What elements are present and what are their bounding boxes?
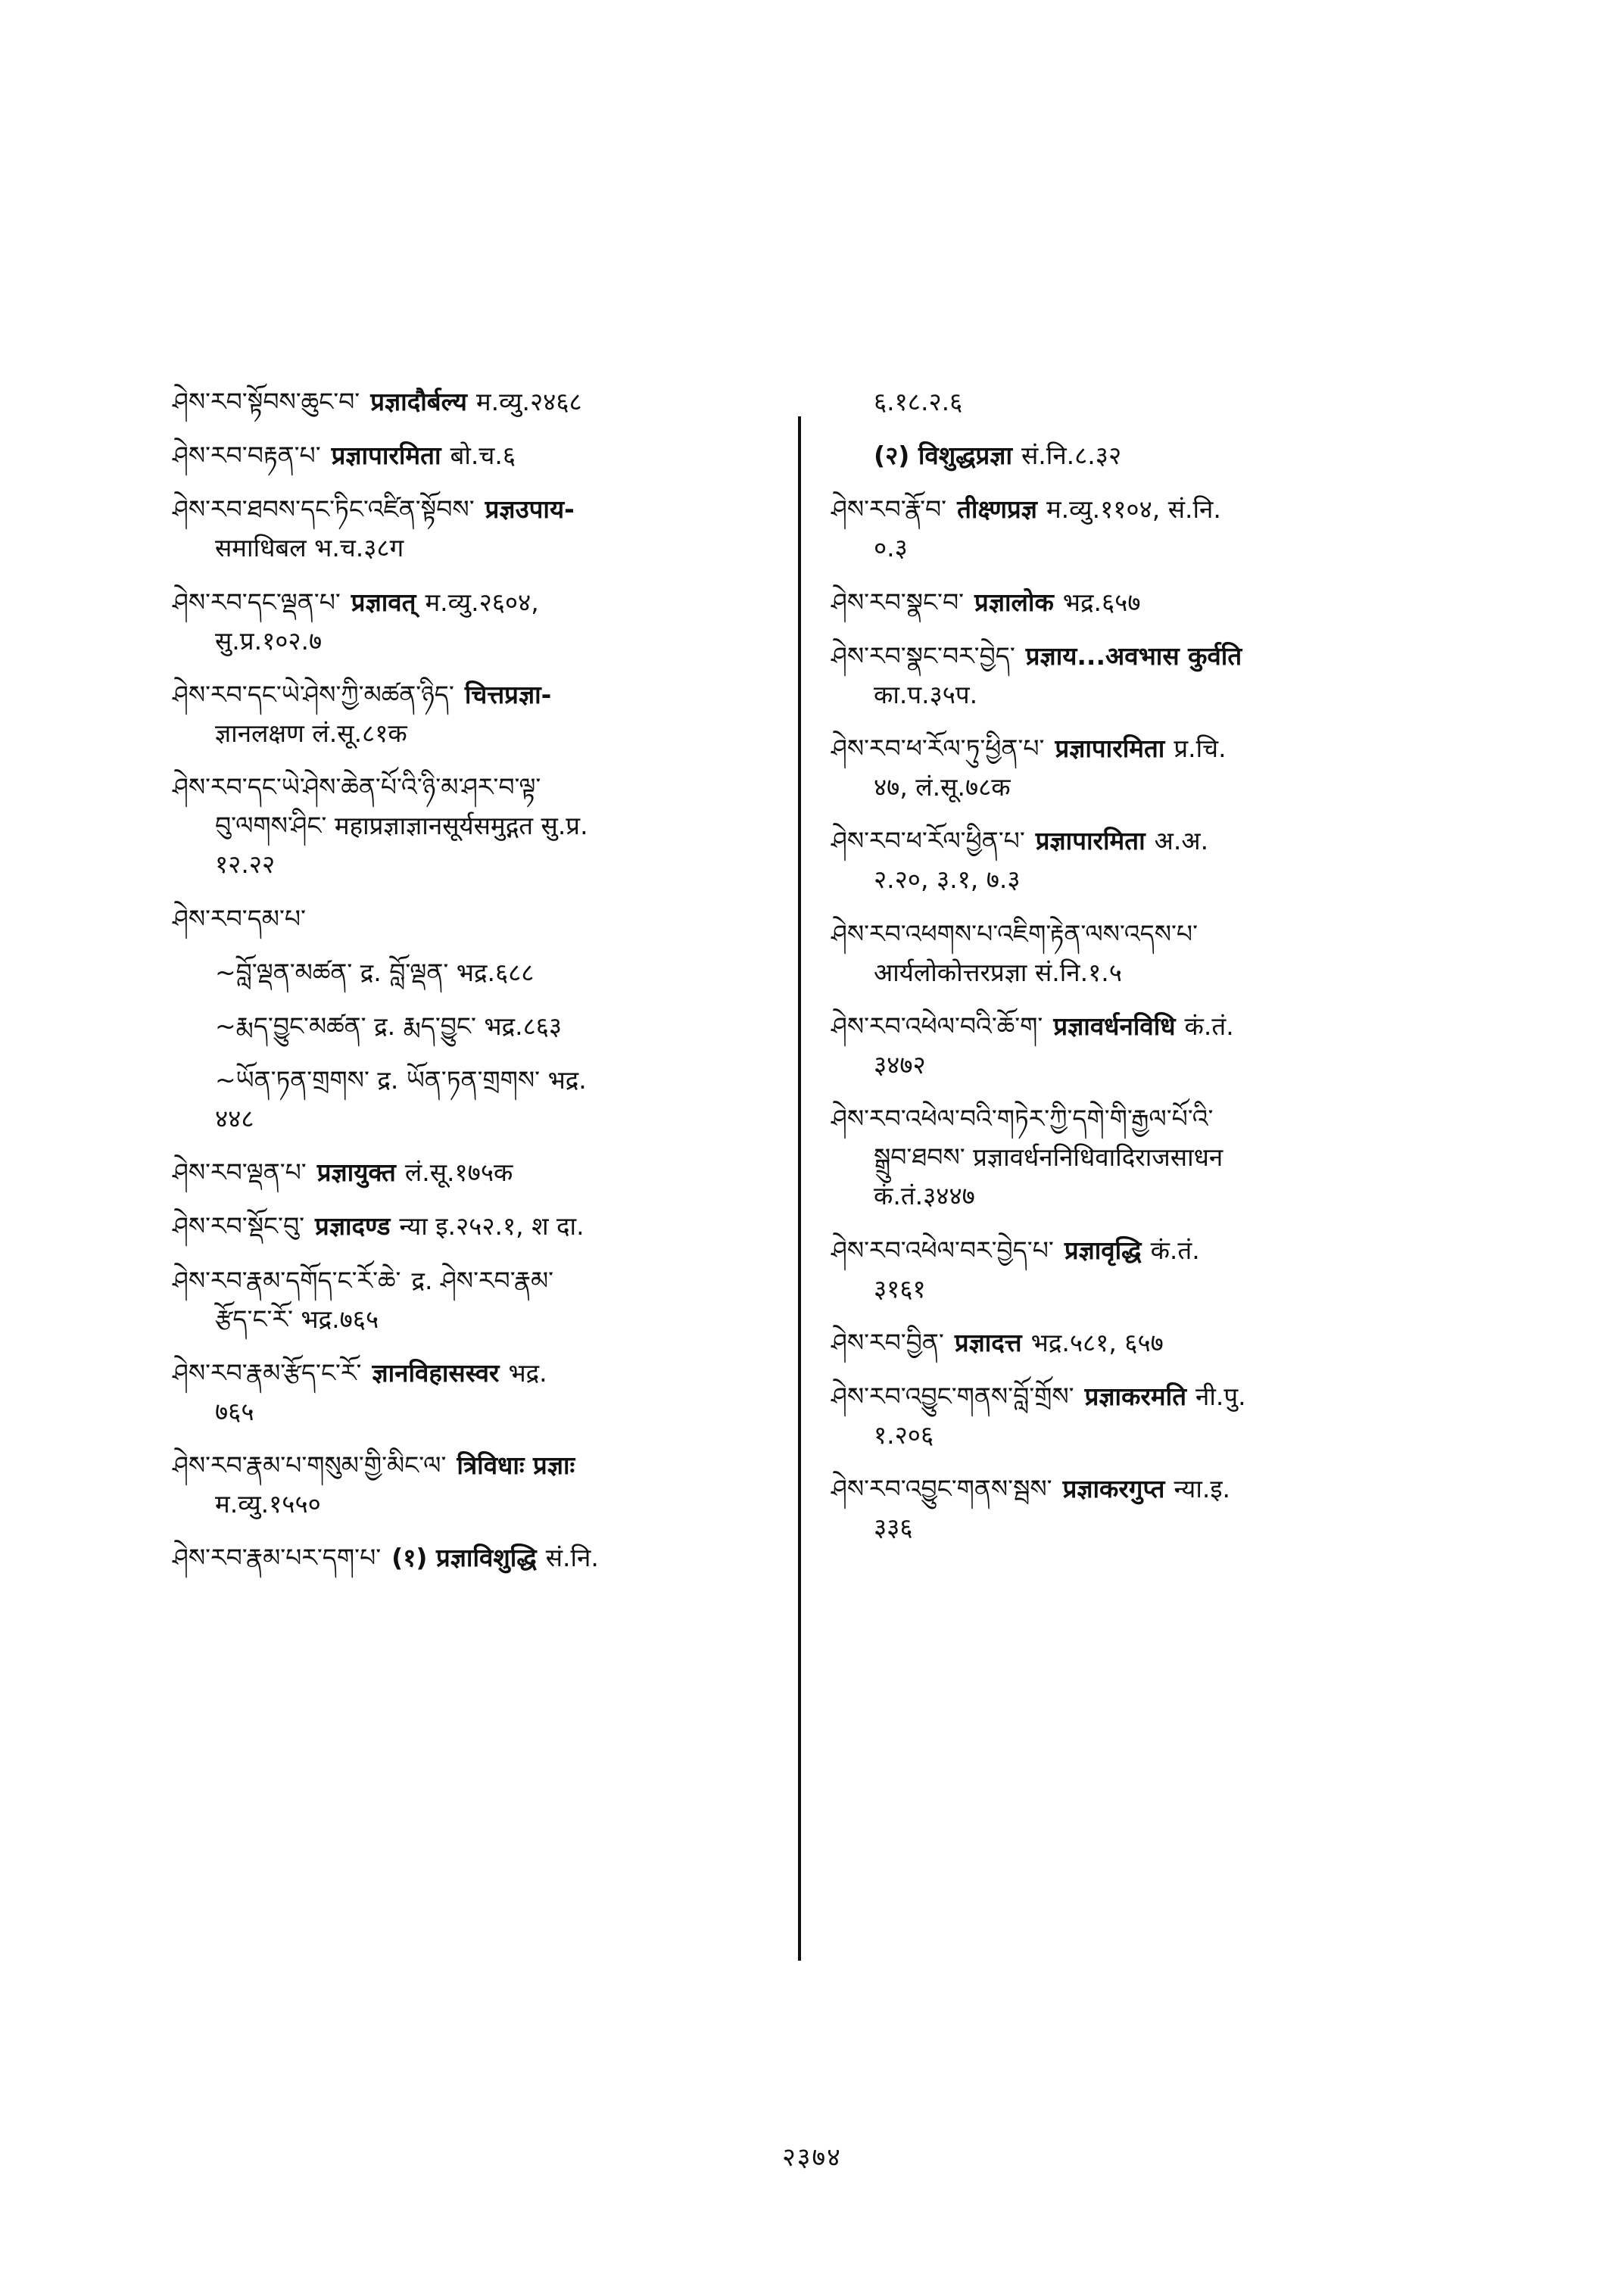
dictionary-entry xyxy=(831,1231,1452,1308)
entry-headline xyxy=(831,1231,1452,1270)
sanskrit-equivalent: प्रज्ञापारमिता xyxy=(1055,733,1165,763)
dictionary-entry xyxy=(831,821,1452,899)
tibetan-headword: ཤེས་རབ་ཕ་རོལ་ཕྱིན་པ་ xyxy=(831,826,1025,856)
entry-headline xyxy=(831,1469,1452,1508)
dictionary-entry xyxy=(173,382,793,421)
sanskrit-equivalent: ज्ञानविहासस्वर xyxy=(372,1357,500,1388)
tibetan-headword: ཤེས་རབ་ལྡན་པ་ xyxy=(173,1157,307,1188)
entry-subline: ~བློ་ལྡན་མཚན་ द्र. བློ་ལྡན་ भद्र.६८८ xyxy=(215,957,535,987)
tibetan-headword: ཤེས་རབ་དམ་པ་ xyxy=(173,903,306,933)
entry-headline xyxy=(831,490,1452,528)
tibetan-headword: ཤེས་རབ་འཕགས་པ་འཇིག་རྟེན་ལས་འདས་པ་ xyxy=(831,918,1199,949)
dictionary-entry xyxy=(831,914,1452,992)
dictionary-entry xyxy=(173,583,793,660)
dictionary-entry xyxy=(831,1469,1452,1547)
tibetan-headword: ཤེས་རབ་རྣམ་པ་གསུམ་གྱི་མིང་ལ་ xyxy=(173,1450,447,1481)
entry-headline xyxy=(173,1354,793,1392)
source-reference: बो.च.६ xyxy=(450,441,516,471)
entry-continuation: ज्ञानलक्षण लं.सू.८१क xyxy=(215,718,407,748)
dictionary-entry xyxy=(173,768,793,883)
tibetan-headword: ཤེས་རབ་དང་ཡེ་ཤེས་ཆེན་པོ་འི་ཉི་མ་ཤར་བ་ལྟ་ xyxy=(173,772,541,802)
tibetan-headword: ཤེས་རབ་རྣམ་པར་དག་པ་ xyxy=(173,1543,382,1573)
sanskrit-equivalent: प्रज्ञादत्त xyxy=(954,1327,1022,1357)
source-reference: भद्र. xyxy=(508,1357,547,1388)
sanskrit-equivalent: प्रज्ञापारमिता xyxy=(1035,826,1146,856)
sanskrit-equivalent: प्रज्ञायुक्त xyxy=(316,1157,396,1188)
entry-continuation: सु.प्र.१०२.७ xyxy=(215,625,323,656)
entry-headline xyxy=(173,490,793,528)
entry-continuation: १.२०६ xyxy=(874,1420,934,1450)
entry-headline xyxy=(173,436,793,475)
source-reference: सं.नि. xyxy=(545,1543,599,1573)
source-reference: म.व्यु.२६०४, xyxy=(425,587,539,617)
sanskrit-equivalent: प्रज्ञावत् xyxy=(351,587,416,617)
page-number: २३७४ xyxy=(782,2142,842,2173)
entry-headline xyxy=(831,1007,1452,1045)
entry-headline xyxy=(831,583,1452,622)
sanskrit-equivalent: प्रज्ञउपाय- xyxy=(485,494,575,525)
entry-headline xyxy=(831,914,1452,953)
sanskrit-equivalent: प्रज्ञालोक xyxy=(974,587,1054,617)
entry-continuation: समाधिबल भ.च.३८ग xyxy=(215,533,404,563)
entry-headline xyxy=(173,382,793,421)
entry-headline xyxy=(831,436,1452,475)
entry-headline xyxy=(173,1207,793,1245)
dictionary-entry xyxy=(173,1153,793,1192)
entry-continuation: २.२०, ३.१, ७.३ xyxy=(874,865,1021,895)
tibetan-headword: ཤེས་རབ་དང་ལྡན་པ་ xyxy=(173,587,341,617)
entry-continuation: སྒྲུབ་ཐབས་ प्रज्ञावर्धननिधिवादिराजसाधन xyxy=(874,1142,1223,1173)
tibetan-headword: ཤེས་རབ་བྱིན་ xyxy=(831,1327,944,1357)
source-reference: सं.नि.८.३२ xyxy=(1021,441,1122,471)
sanskrit-equivalent: प्रज्ञादौर्बल्य xyxy=(370,387,467,416)
tibetan-headword: ཤེས་རབ་བརྟན་པ་ xyxy=(173,441,321,471)
tibetan-headword: ཤེས་རབ་ཕ་རོལ་ཏུ་ཕྱིན་པ་ xyxy=(831,733,1045,763)
dictionary-entry xyxy=(173,1538,793,1577)
source-reference: म.व्यु.११०४, सं.नि. xyxy=(1046,494,1221,525)
tibetan-headword: ཤེས་རབ་འཕེལ་བར་བྱེད་པ་ xyxy=(831,1235,1054,1265)
entry-continuation: ०.३ xyxy=(874,533,908,563)
entry-continuation: कं.तं.३४४७ xyxy=(874,1181,975,1211)
entry-headline xyxy=(831,637,1452,675)
entry-continuation: ६.१८.२.६ xyxy=(874,387,963,416)
dictionary-entry xyxy=(831,490,1452,567)
dictionary-entry xyxy=(831,1323,1452,1362)
dictionary-entry xyxy=(831,583,1452,622)
dictionary-entry xyxy=(831,1099,1452,1215)
sanskrit-equivalent: प्रज्ञाय...अवभास कुर्वति xyxy=(1025,640,1242,671)
entry-headline xyxy=(173,1261,793,1300)
sanskrit-equivalent: प्रज्ञाकरगुप्त xyxy=(1062,1474,1165,1504)
source-reference: द्र. ཤེས་རབ་རྣམ་ xyxy=(411,1265,554,1295)
tibetan-headword: ཤེས་རབ་འབྱུང་གནས་བློ་གྲོས་ xyxy=(831,1381,1074,1411)
entry-continuation: བུ་ལགས་ཤིང་ महाप्रज्ञाज्ञानसूर्यसमुद्गत सु.प्र. xyxy=(215,811,588,841)
entry-continuation: ३४७२ xyxy=(874,1049,926,1080)
dictionary-entry xyxy=(831,729,1452,806)
source-reference: म.व्यु.२४६८ xyxy=(475,387,582,416)
entry-continuation: का.प.३५प. xyxy=(874,679,978,709)
sanskrit-equivalent: चित्तप्रज्ञा- xyxy=(464,679,552,709)
tibetan-headword: ཤེས་རབ་སྣང་བ་ xyxy=(831,587,965,617)
dictionary-entry xyxy=(173,953,793,992)
dictionary-entry xyxy=(173,1261,793,1338)
entry-subline: ~རྨད་བྱུང་མཚན་ द्र. རྨད་བྱུང་ भद्र.८६३ xyxy=(215,1011,563,1041)
entry-headline xyxy=(831,821,1452,860)
dictionary-entry xyxy=(173,490,793,567)
sanskrit-equivalent: प्रज्ञापारमिता xyxy=(331,441,441,471)
tibetan-headword: ཤེས་རབ་དང་ཡེ་ཤེས་ཀྱི་མཚན་ཉིད་ xyxy=(173,679,454,709)
source-reference: लं.सू.१७५क xyxy=(404,1157,513,1188)
dictionary-entry xyxy=(173,436,793,475)
entry-headline xyxy=(831,1377,1452,1416)
tibetan-headword: ཤེས་རབ་འཕེལ་བའི་གཏེར་ཀྱི་དགེ་གི་རྒྱལ་པོ་འི་ xyxy=(831,1104,1214,1134)
tibetan-headword: ཤེས་རབ་སྣང་བར་བྱེད་ xyxy=(831,640,1015,671)
entry-headline xyxy=(173,1538,793,1577)
left-column xyxy=(173,382,793,1593)
dictionary-entry xyxy=(173,1007,793,1045)
source-reference: प्र.चि. xyxy=(1174,733,1227,763)
entry-continuation: ४७, लं.सू.७८क xyxy=(874,772,1011,802)
source-reference: कं.तं. xyxy=(1184,1011,1234,1041)
dictionary-entry xyxy=(173,1207,793,1245)
source-reference: न्या.इ. xyxy=(1174,1474,1231,1504)
dictionary-entry xyxy=(173,1061,793,1138)
dictionary-entry xyxy=(831,637,1452,714)
tibetan-headword: ཤེས་རབ་འཕེལ་བའི་ཆོ་ག་ xyxy=(831,1011,1043,1041)
tibetan-headword: ཤེས་རབ་རྣོ་བ་ xyxy=(831,494,947,525)
dictionary-entry xyxy=(173,1446,793,1523)
sanskrit-equivalent: प्रज्ञावृद्धि xyxy=(1064,1235,1142,1265)
entry-continuation: རྩོད་ང་རོ་ भद्र.७६५ xyxy=(215,1304,379,1334)
entry-headline xyxy=(173,768,793,806)
tibetan-headword: ཤེས་རབ་རྣམ་རྩོད་ང་རོ་ xyxy=(173,1357,362,1388)
entry-continuation: १२.२२ xyxy=(215,849,276,880)
dictionary-entry xyxy=(831,1377,1452,1454)
sanskrit-equivalent: प्रज्ञाकरमति xyxy=(1084,1381,1187,1411)
tibetan-headword: ཤེས་རབ་སྟོབས་ཆུང་བ་ xyxy=(173,387,360,416)
source-reference: भद्र.५८१, ६५७ xyxy=(1030,1327,1164,1357)
sanskrit-equivalent: (२) विशुद्धप्रज्ञा xyxy=(874,441,1012,471)
column-divider xyxy=(798,416,801,1961)
entry-headline xyxy=(831,729,1452,768)
entry-continuation: म.व्यु.१५५० xyxy=(215,1489,321,1519)
entry-continuation: ७६५ xyxy=(215,1396,254,1426)
sanskrit-equivalent: (१) प्रज्ञाविशुद्धि xyxy=(391,1543,537,1573)
entry-subline: ~ཡོན་ཏན་གྲགས་ द्र. ཡོན་ཏན་གྲགས་ भद्र. xyxy=(215,1064,587,1095)
source-reference: अ.अ. xyxy=(1154,826,1209,856)
sanskrit-equivalent: प्रज्ञादण्ड xyxy=(315,1211,391,1242)
entry-continuation: ४४८ xyxy=(215,1104,254,1134)
dictionary-entry xyxy=(173,1354,793,1431)
entry-headline xyxy=(831,1099,1452,1138)
dictionary-entry xyxy=(831,1007,1452,1084)
tibetan-headword: ཤེས་རབ་རྣམ་དགོད་ང་རོ་ཆེ་ xyxy=(173,1265,401,1295)
source-reference: न्या इ.२५२.१, श दा. xyxy=(399,1211,584,1242)
entry-continuation: आर्यलोकोत्तरप्रज्ञा सं.नि.१.५ xyxy=(874,957,1122,987)
dictionary-entry xyxy=(173,675,793,752)
source-reference: कं.तं. xyxy=(1150,1235,1200,1265)
entry-headline xyxy=(173,583,793,622)
dictionary-entry xyxy=(831,436,1452,475)
entry-headline xyxy=(173,1446,793,1485)
source-reference: भद्र.६५७ xyxy=(1062,587,1141,617)
entry-continuation: ३१६१ xyxy=(874,1273,926,1304)
dictionary-entry xyxy=(831,382,1452,421)
tibetan-headword: ཤེས་རབ་ཐབས་དང་ཏིང་འཛིན་སྟོབས་ xyxy=(173,494,475,525)
entry-headline xyxy=(173,675,793,714)
entry-headline xyxy=(173,1153,793,1192)
tibetan-headword: ཤེས་རབ་སྡོང་བུ་ xyxy=(173,1211,305,1242)
entry-continuation: ३३६ xyxy=(874,1513,913,1543)
right-column xyxy=(831,382,1452,1562)
dictionary-entry xyxy=(173,899,793,938)
sanskrit-equivalent: त्रिविधाः प्रज्ञाः xyxy=(457,1450,575,1481)
tibetan-headword: ཤེས་རབ་འབྱུང་གནས་སྦས་ xyxy=(831,1474,1052,1504)
sanskrit-equivalent: तीक्ष्णप्रज्ञ xyxy=(957,494,1037,525)
entry-headline xyxy=(831,1323,1452,1362)
source-reference: नी.पु. xyxy=(1195,1381,1246,1411)
sanskrit-equivalent: प्रज्ञावर्धनविधि xyxy=(1053,1011,1176,1041)
entry-headline xyxy=(173,899,793,938)
